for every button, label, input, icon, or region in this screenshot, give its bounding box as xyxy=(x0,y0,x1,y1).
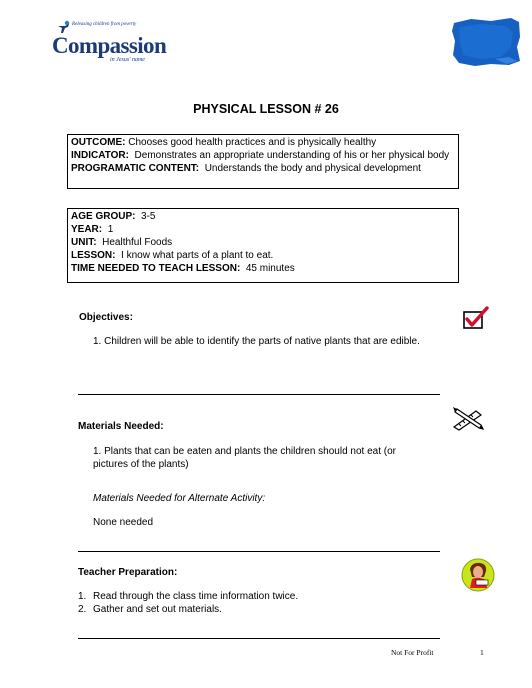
unit-value: Healthful Foods xyxy=(102,237,173,248)
compassion-logo xyxy=(50,22,167,66)
section-divider xyxy=(78,551,440,552)
section-divider xyxy=(78,638,440,639)
year-label: YEAR: xyxy=(71,224,103,235)
page-title: PHYSICAL LESSON # 26 xyxy=(193,102,339,116)
logo-brand: Compassion xyxy=(52,33,167,58)
lesson-line xyxy=(71,249,455,262)
blue-splash xyxy=(451,17,521,67)
indicator-label: INDICATOR: xyxy=(71,150,129,161)
outcome-line xyxy=(71,136,455,149)
alternate-materials-heading: Materials Needed for Alternate Activity: xyxy=(93,493,266,504)
time-label: TIME NEEDED TO TEACH LESSON: xyxy=(71,263,241,274)
logo-tagline: Releasing children from poverty xyxy=(72,22,137,27)
section-divider xyxy=(78,394,440,395)
content-line xyxy=(71,162,455,175)
checkmark-icon xyxy=(462,306,490,330)
indicator-line xyxy=(71,149,455,162)
objectives-item: 1. Children will be able to identify the parts of native plants that are edible. xyxy=(93,336,420,347)
list-item xyxy=(78,603,438,616)
materials-item: 1. Plants that can be eaten and plants the children should not eat (or pictures of the plants) xyxy=(93,446,396,470)
age-value: 3-5 xyxy=(141,211,156,222)
time-value: 45 minutes xyxy=(245,263,295,274)
unit-line xyxy=(71,236,455,249)
age-label: AGE GROUP: xyxy=(71,211,136,222)
indicator-value: Demonstrates an appropriate understanding of his or her physical body xyxy=(134,150,450,161)
unit-label: UNIT: xyxy=(71,237,97,248)
content-label: PROGRAMATIC CONTENT: xyxy=(71,163,200,174)
materials-heading: Materials Needed: xyxy=(78,421,164,432)
lesson-info-box xyxy=(67,208,459,283)
alternate-materials-text: None needed xyxy=(93,517,154,528)
preparation-list xyxy=(78,590,438,616)
year-line xyxy=(71,223,455,236)
objectives-heading: Objectives: xyxy=(79,312,133,323)
lesson-value: I know what parts of a plant to eat. xyxy=(121,250,274,261)
child-figure-icon xyxy=(56,20,72,34)
lesson-label: LESSON: xyxy=(71,250,116,261)
footer-note: Not For Profit xyxy=(391,648,434,657)
list-number: 1. xyxy=(78,591,87,602)
list-item xyxy=(78,590,438,603)
logo-subtitle: in Jesus' name xyxy=(110,57,145,63)
outcome-box xyxy=(67,134,459,189)
time-line xyxy=(71,262,455,275)
year-value: 1 xyxy=(107,224,114,235)
pencil-ruler-icon xyxy=(451,405,487,431)
list-text: Gather and set out materials. xyxy=(93,604,222,615)
teacher-preparation-heading: Teacher Preparation: xyxy=(78,567,178,578)
page-number: 1 xyxy=(480,648,484,657)
list-number: 2. xyxy=(78,604,87,615)
outcome-label: OUTCOME: xyxy=(71,137,126,148)
content-value: Understands the body and physical development xyxy=(204,163,421,174)
age-line xyxy=(71,210,455,223)
list-text: Read through the class time information twice. xyxy=(93,591,299,602)
outcome-value: Chooses good health practices and is physically healthy xyxy=(128,137,377,148)
teacher-icon xyxy=(460,557,496,593)
